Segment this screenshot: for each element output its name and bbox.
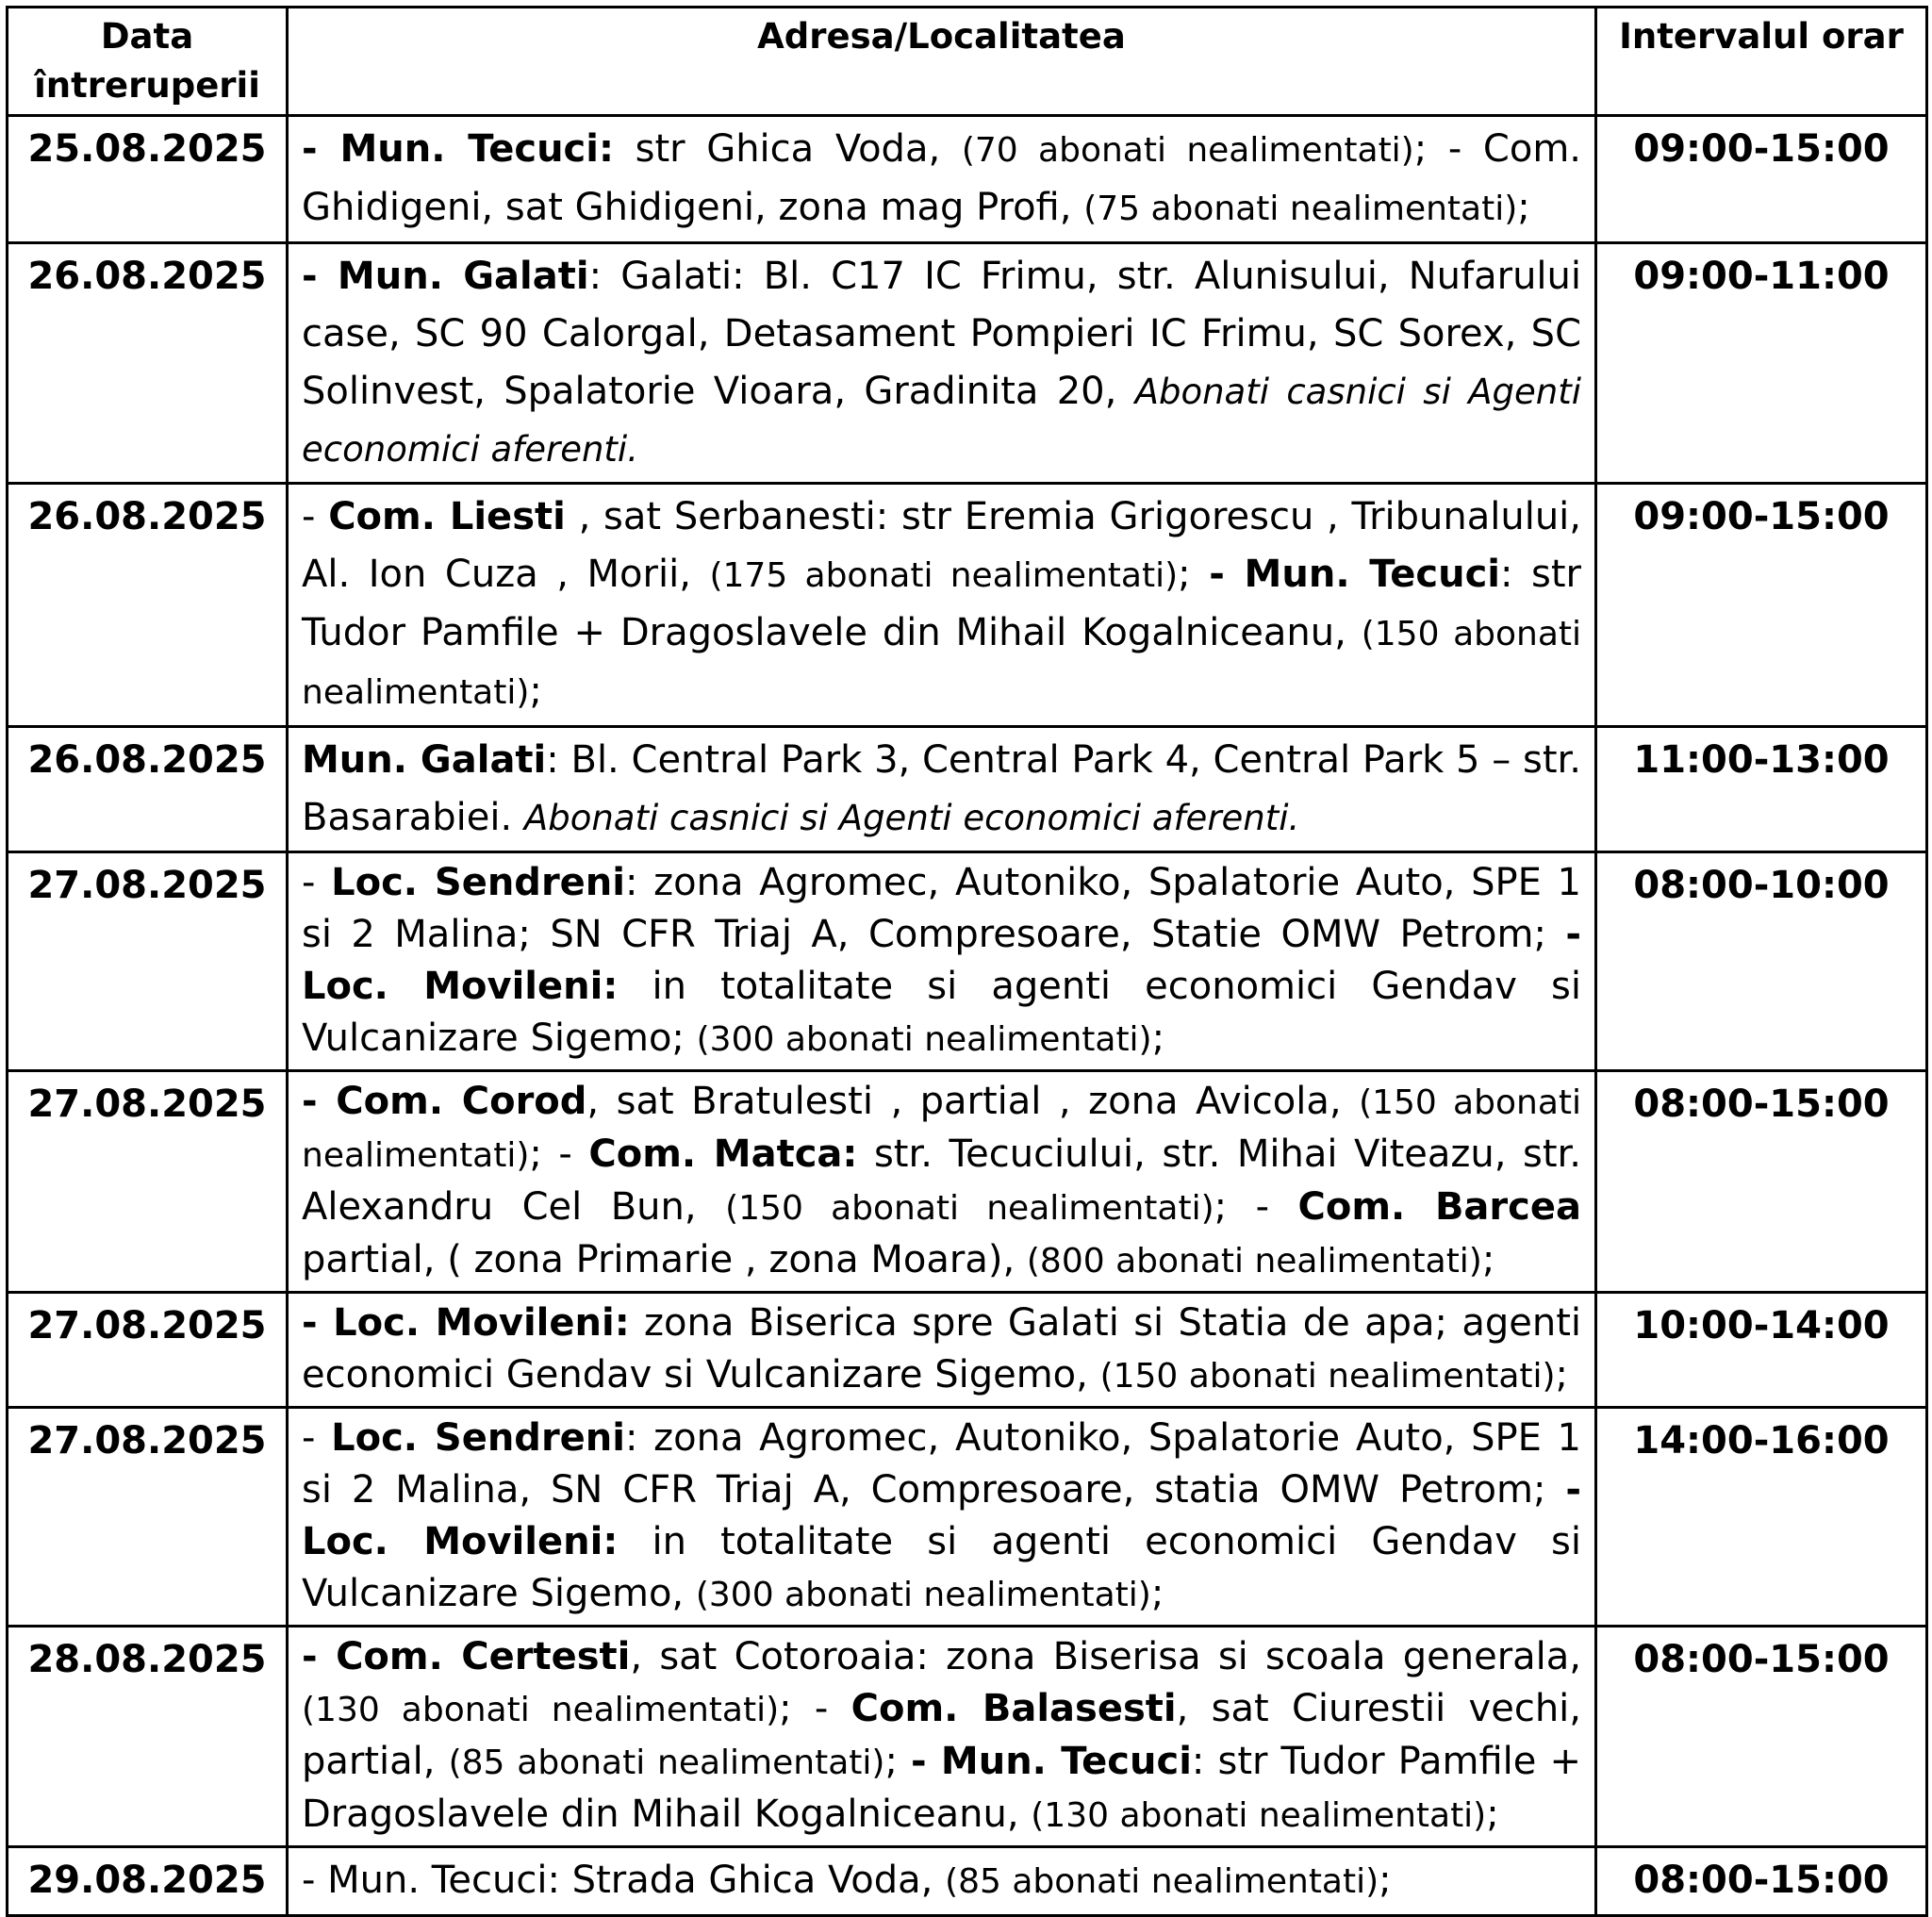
locality-name: Loc. Sendreni (331, 861, 625, 904)
table-row (8, 1847, 1927, 1916)
address-text: , sat Bratulesti , partial , zona Avicola, (586, 1080, 1360, 1123)
address-text: zona Biserica spre Galati si Statia de apa; agenti economici Gendav si Vulcanizare Sigemo, (302, 1301, 1581, 1396)
address-text: , sat Cotoroaia: zona Biserisa si scoala generala, (630, 1635, 1582, 1678)
outage-date: 25.08.2025 (8, 116, 288, 243)
address-text: ; (529, 669, 542, 713)
outage-address (288, 1847, 1596, 1916)
affected-count: (85 abonati nealimentati) (448, 1743, 885, 1782)
address-text: ; (884, 1740, 912, 1783)
outage-interval: 11:00-13:00 (1596, 727, 1927, 852)
affected-note: Abonati casnici si Agenti economici aferenti. (302, 372, 1581, 470)
outage-date: 26.08.2025 (8, 243, 288, 484)
header-date: Data întreruperii (8, 8, 288, 116)
outage-address (288, 1293, 1596, 1408)
table-row (8, 852, 1927, 1071)
outage-interval: 08:00-15:00 (1596, 1627, 1927, 1847)
outage-interval: 09:00-15:00 (1596, 484, 1927, 727)
outage-date: 27.08.2025 (8, 852, 288, 1071)
table-row (8, 1408, 1927, 1627)
outage-interval: 09:00-15:00 (1596, 116, 1927, 243)
address-text: - (302, 495, 329, 538)
outage-address (288, 852, 1596, 1071)
locality-name: - Mun. Tecuci: (302, 127, 614, 171)
locality-name: Com. Liesti (328, 495, 566, 538)
affected-count: (75 abonati nealimentati) (1083, 190, 1518, 228)
address-text: in totalitate si agenti economici Gendav si Vulcanizare Sigemo, (302, 1520, 1581, 1615)
table-body (8, 116, 1927, 1916)
affected-note: Abonati casnici si Agenti economici aferenti. (523, 798, 1300, 838)
address-text: ; - (529, 1132, 589, 1176)
address-text: ; (1178, 553, 1210, 596)
address-text: ; - (779, 1687, 851, 1730)
table-row (8, 484, 1927, 727)
affected-count: (130 abonati nealimentati) (302, 1691, 780, 1729)
affected-count: (800 abonati nealimentati) (1026, 1242, 1482, 1281)
outage-date: 26.08.2025 (8, 484, 288, 727)
outage-date: 28.08.2025 (8, 1627, 288, 1847)
outage-interval: 08:00-15:00 (1596, 1071, 1927, 1293)
address-text: : str Tudor Pamfile + Dragoslavele din Mihail Kogalniceanu, (302, 1740, 1581, 1836)
address-text: in totalitate si agenti economici Gendav si Vulcanizare Sigemo; (302, 965, 1581, 1060)
table-row (8, 1071, 1927, 1293)
affected-count: (150 abonati nealimentati) (302, 1083, 1581, 1175)
affected-count: (150 abonati nealimentati) (725, 1189, 1214, 1228)
outage-address (288, 1627, 1596, 1847)
affected-count: (300 abonati nealimentati) (696, 1020, 1152, 1059)
address-text: , sat Ciurestii vechi, partial, (302, 1687, 1581, 1783)
address-text: str. Tecuciului, str. Mihai Viteazu, str. Alexandru Cel Bun, (302, 1132, 1581, 1229)
table-header-row (8, 8, 1927, 116)
outage-schedule-table (6, 6, 1928, 1917)
address-text: - Mun. Tecuci: Strada Ghica Voda, (302, 1859, 946, 1902)
address-text: ; (1481, 1238, 1495, 1281)
address-text: ; (1555, 1353, 1569, 1396)
outage-interval: 08:00-15:00 (1596, 1847, 1927, 1916)
affected-count: (85 abonati nealimentati) (945, 1862, 1379, 1901)
address-text: ; (1486, 1793, 1499, 1836)
outage-date: 27.08.2025 (8, 1293, 288, 1408)
table-row (8, 727, 1927, 852)
locality-name: - Mun. Tecuci (1209, 553, 1500, 596)
locality-name: - Mun. Galati (302, 255, 589, 298)
outage-interval: 10:00-14:00 (1596, 1293, 1927, 1408)
locality-name: - Mun. Tecuci (911, 1740, 1192, 1783)
locality-name: - Com. Certesti (302, 1635, 631, 1678)
outage-interval: 14:00-16:00 (1596, 1408, 1927, 1627)
locality-name: Com. Balasesti (850, 1687, 1177, 1730)
address-text: ; (1151, 1016, 1165, 1060)
table-row (8, 1293, 1927, 1408)
header-address: Adresa/Localitatea (288, 8, 1596, 116)
outage-address (288, 243, 1596, 484)
address-text: - (302, 1416, 332, 1460)
locality-name: - Loc. Movileni: (302, 913, 1581, 1008)
outage-date: 26.08.2025 (8, 727, 288, 852)
affected-count: (300 abonati nealimentati) (695, 1576, 1151, 1614)
address-text: : Bl. Central Park 3, Central Park 4, Central Park 5 – str. Basarabiei. (302, 738, 1581, 839)
address-text: - (302, 861, 332, 904)
address-text: : zona Agromec, Autoniko, Spalatorie Auto, SPE 1 si 2 Malina; SN CFR Triaj A, Compresoare, Statie OMW Petrom; (302, 861, 1582, 956)
address-text: str Ghica Voda, (613, 127, 962, 171)
outage-address (288, 116, 1596, 243)
locality-name: - Com. Corod (302, 1080, 587, 1123)
locality-name: Com. Barcea (1297, 1185, 1581, 1229)
outage-interval: 09:00-11:00 (1596, 243, 1927, 484)
outage-address (288, 727, 1596, 852)
outage-interval: 08:00-10:00 (1596, 852, 1927, 1071)
outage-address (288, 484, 1596, 727)
outage-date: 29.08.2025 (8, 1847, 288, 1916)
outage-date: 27.08.2025 (8, 1408, 288, 1627)
outage-address (288, 1071, 1596, 1293)
affected-count: (150 abonati nealimentati) (302, 615, 1582, 712)
address-text: ; - (1214, 1185, 1298, 1229)
affected-count: (150 abonati nealimentati) (1099, 1357, 1556, 1396)
outage-address (288, 1408, 1596, 1627)
affected-count: (175 abonati nealimentati) (709, 556, 1179, 595)
address-text: , sat Serbanesti: str Eremia Grigorescu , Tribunalului, Al. Ion Cuza , Morii, (302, 495, 1581, 596)
locality-name: - Loc. Movileni: (302, 1468, 1581, 1563)
affected-count: (130 abonati nealimentati) (1031, 1796, 1487, 1835)
header-interval: Intervalul orar (1596, 8, 1927, 116)
address-text: : zona Agromec, Autoniko, Spalatorie Auto, SPE 1 si 2 Malina, SN CFR Triaj A, Compresoare, statia OMW Petrom; (302, 1416, 1582, 1512)
locality-name: Com. Matca: (588, 1132, 858, 1176)
table-row (8, 243, 1927, 484)
locality-name: Loc. Sendreni (331, 1416, 625, 1460)
table-row (8, 116, 1927, 243)
address-text: partial, ( zona Primarie , zona Moara), (302, 1238, 1027, 1281)
affected-count: (70 abonati nealimentati) (961, 131, 1414, 170)
locality-name: - Loc. Movileni: (302, 1301, 630, 1345)
table-row (8, 1627, 1927, 1847)
address-text: ; (1379, 1859, 1392, 1902)
outage-date: 27.08.2025 (8, 1071, 288, 1293)
address-text: ; - Com. Ghidigeni, sat Ghidigeni, zona mag Profi, (302, 127, 1582, 229)
address-text: ; (1150, 1572, 1164, 1615)
address-text: : Galati: Bl. C17 IC Frimu, str. Alunisului, Nufarului case, SC 90 Calorgal, Detasament Pompieri IC Frimu, SC Sorex, SC Solinvest, Spalatorie Vioara, Gradinita 20, (302, 255, 1582, 413)
address-text: ; (1517, 186, 1530, 229)
locality-name: Mun. Galati (302, 738, 547, 782)
address-text: : str Tudor Pamfile + Dragoslavele din Mihail Kogalniceanu, (302, 553, 1582, 654)
